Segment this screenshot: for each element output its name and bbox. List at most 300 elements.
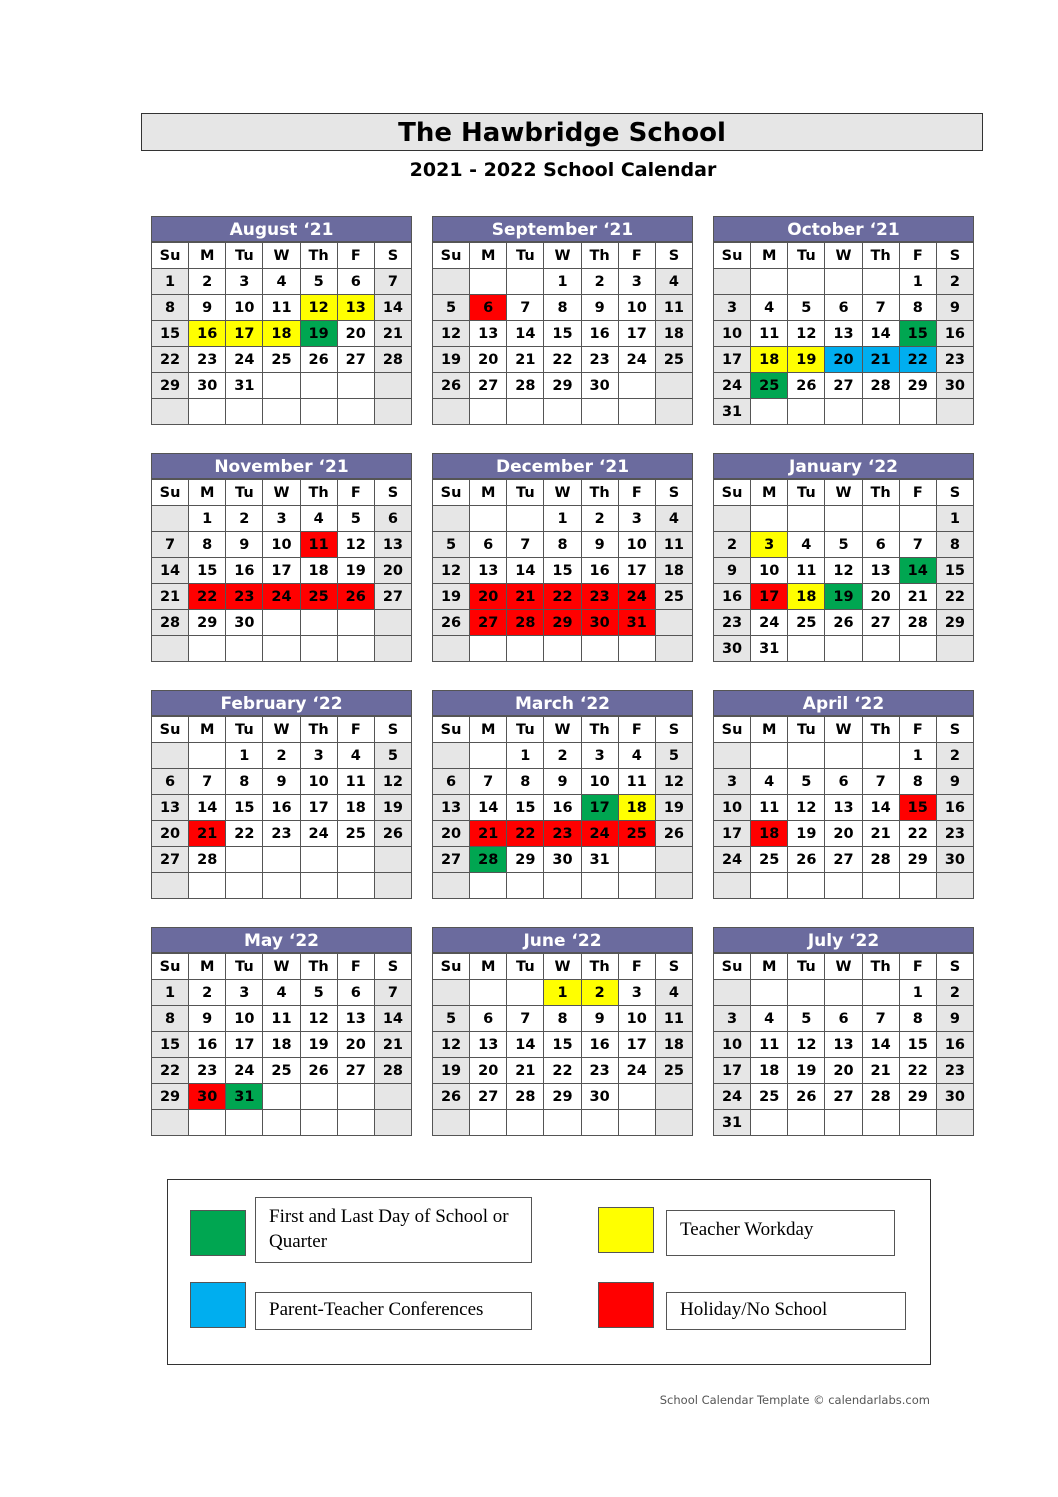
weekday-header: Th	[301, 954, 338, 980]
day-cell: 22	[544, 584, 581, 610]
day-cell: 31	[619, 610, 656, 636]
weekday-header: Tu	[226, 717, 263, 743]
empty-cell	[714, 506, 751, 532]
day-cell: 3	[714, 1006, 751, 1032]
month-header: May ‘22	[151, 927, 412, 953]
day-cell: 10	[619, 295, 656, 321]
day-cell: 27	[825, 1084, 862, 1110]
day-cell: 29	[900, 847, 937, 873]
day-cell: 8	[152, 295, 189, 321]
day-cell: 20	[470, 1058, 507, 1084]
empty-cell	[863, 636, 900, 662]
day-cell: 25	[656, 1058, 693, 1084]
day-cell: 3	[226, 980, 263, 1006]
empty-cell	[433, 1110, 470, 1136]
day-cell: 18	[751, 347, 788, 373]
day-cell: 18	[751, 821, 788, 847]
day-cell: 19	[656, 795, 693, 821]
day-cell: 5	[788, 295, 825, 321]
day-cell: 10	[263, 532, 300, 558]
month-calendar	[432, 690, 693, 899]
weekday-header: S	[656, 717, 693, 743]
day-cell: 25	[619, 821, 656, 847]
day-cell: 16	[582, 321, 619, 347]
day-cell: 24	[751, 610, 788, 636]
day-cell: 3	[226, 269, 263, 295]
empty-cell	[433, 269, 470, 295]
month-calendar	[432, 453, 693, 662]
empty-cell	[863, 506, 900, 532]
day-cell: 13	[470, 558, 507, 584]
weekday-header: S	[375, 717, 412, 743]
weekday-header: Su	[152, 480, 189, 506]
day-cell: 17	[714, 1058, 751, 1084]
empty-cell	[152, 506, 189, 532]
day-cell: 13	[338, 295, 375, 321]
day-cell: 26	[788, 373, 825, 399]
day-cell: 21	[470, 821, 507, 847]
day-cell: 29	[544, 373, 581, 399]
day-cell: 11	[619, 769, 656, 795]
day-cell: 19	[788, 821, 825, 847]
day-cell: 29	[900, 1084, 937, 1110]
day-cell: 21	[507, 584, 544, 610]
empty-cell	[619, 636, 656, 662]
day-cell: 24	[226, 1058, 263, 1084]
day-cell: 24	[619, 584, 656, 610]
month-header: July ‘22	[713, 927, 974, 953]
empty-cell	[433, 399, 470, 425]
empty-cell	[582, 399, 619, 425]
month-grid	[151, 479, 412, 662]
weekday-header: W	[263, 954, 300, 980]
day-cell: 10	[714, 1032, 751, 1058]
empty-cell	[470, 1110, 507, 1136]
day-cell: 18	[656, 1032, 693, 1058]
day-cell: 9	[263, 769, 300, 795]
weekday-header: F	[338, 480, 375, 506]
month-grid	[151, 242, 412, 425]
empty-cell	[301, 610, 338, 636]
day-cell: 25	[656, 347, 693, 373]
day-cell: 15	[544, 321, 581, 347]
day-cell: 11	[751, 795, 788, 821]
day-cell: 30	[189, 373, 226, 399]
empty-cell	[582, 636, 619, 662]
day-cell: 14	[470, 795, 507, 821]
empty-cell	[189, 743, 226, 769]
day-cell: 19	[375, 795, 412, 821]
day-cell: 8	[900, 1006, 937, 1032]
day-cell: 4	[338, 743, 375, 769]
day-cell: 7	[863, 295, 900, 321]
empty-cell	[263, 847, 300, 873]
empty-cell	[507, 980, 544, 1006]
day-cell: 20	[433, 821, 470, 847]
empty-cell	[470, 743, 507, 769]
empty-cell	[656, 873, 693, 899]
day-cell: 5	[656, 743, 693, 769]
empty-cell	[226, 873, 263, 899]
day-cell: 15	[900, 795, 937, 821]
day-cell: 1	[544, 269, 581, 295]
empty-cell	[900, 636, 937, 662]
day-cell: 26	[433, 373, 470, 399]
day-cell: 8	[507, 769, 544, 795]
day-cell: 15	[900, 1032, 937, 1058]
day-cell: 7	[375, 269, 412, 295]
day-cell: 12	[825, 558, 862, 584]
empty-cell	[900, 506, 937, 532]
day-cell: 6	[825, 769, 862, 795]
day-cell: 21	[900, 584, 937, 610]
empty-cell	[226, 399, 263, 425]
day-cell: 2	[937, 980, 974, 1006]
day-cell: 30	[544, 847, 581, 873]
weekday-header: Th	[301, 717, 338, 743]
day-cell: 25	[301, 584, 338, 610]
day-cell: 29	[900, 373, 937, 399]
day-cell: 24	[619, 347, 656, 373]
day-cell: 9	[582, 295, 619, 321]
day-cell: 21	[863, 347, 900, 373]
weekday-header: W	[263, 717, 300, 743]
day-cell: 14	[507, 321, 544, 347]
day-cell: 19	[338, 558, 375, 584]
empty-cell	[433, 980, 470, 1006]
empty-cell	[825, 399, 862, 425]
day-cell: 16	[937, 1032, 974, 1058]
empty-cell	[619, 847, 656, 873]
empty-cell	[470, 269, 507, 295]
empty-cell	[375, 847, 412, 873]
empty-cell	[619, 373, 656, 399]
weekday-header: M	[189, 954, 226, 980]
day-cell: 16	[189, 321, 226, 347]
legend-swatch-yellow	[598, 1207, 654, 1253]
empty-cell	[338, 847, 375, 873]
empty-cell	[900, 1110, 937, 1136]
day-cell: 13	[338, 1006, 375, 1032]
empty-cell	[825, 980, 862, 1006]
empty-cell	[433, 873, 470, 899]
day-cell: 1	[152, 269, 189, 295]
day-cell: 3	[619, 269, 656, 295]
weekday-header: W	[544, 954, 581, 980]
day-cell: 25	[263, 1058, 300, 1084]
day-cell: 29	[189, 610, 226, 636]
day-cell: 2	[714, 532, 751, 558]
weekday-header: Su	[152, 954, 189, 980]
weekday-header: M	[470, 480, 507, 506]
empty-cell	[375, 873, 412, 899]
day-cell: 23	[937, 821, 974, 847]
month-grid	[151, 716, 412, 899]
day-cell: 31	[226, 1084, 263, 1110]
weekday-header: S	[656, 480, 693, 506]
day-cell: 12	[301, 1006, 338, 1032]
weekday-header: F	[338, 954, 375, 980]
weekday-header: Su	[714, 243, 751, 269]
day-cell: 4	[788, 532, 825, 558]
empty-cell	[751, 506, 788, 532]
day-cell: 6	[338, 269, 375, 295]
day-cell: 21	[375, 321, 412, 347]
empty-cell	[714, 269, 751, 295]
day-cell: 21	[152, 584, 189, 610]
weekday-header: W	[544, 717, 581, 743]
day-cell: 18	[656, 321, 693, 347]
legend-swatch-red	[598, 1282, 654, 1328]
day-cell: 3	[619, 506, 656, 532]
day-cell: 2	[937, 743, 974, 769]
weekday-header: M	[189, 480, 226, 506]
day-cell: 10	[582, 769, 619, 795]
month-grid	[713, 479, 974, 662]
day-cell: 26	[301, 347, 338, 373]
month-header: September ‘21	[432, 216, 693, 242]
empty-cell	[751, 269, 788, 295]
weekday-header: W	[263, 243, 300, 269]
day-cell: 9	[582, 532, 619, 558]
empty-cell	[656, 610, 693, 636]
weekday-header: Su	[714, 954, 751, 980]
day-cell: 15	[937, 558, 974, 584]
empty-cell	[470, 506, 507, 532]
day-cell: 24	[714, 373, 751, 399]
empty-cell	[263, 873, 300, 899]
day-cell: 3	[263, 506, 300, 532]
day-cell: 6	[825, 1006, 862, 1032]
day-cell: 16	[582, 558, 619, 584]
month-calendar	[713, 927, 974, 1136]
empty-cell	[544, 1110, 581, 1136]
weekday-header: M	[470, 954, 507, 980]
day-cell: 7	[375, 980, 412, 1006]
month-calendar	[151, 453, 412, 662]
empty-cell	[751, 980, 788, 1006]
day-cell: 14	[507, 1032, 544, 1058]
weekday-header: S	[656, 954, 693, 980]
day-cell: 31	[226, 373, 263, 399]
empty-cell	[338, 873, 375, 899]
day-cell: 4	[619, 743, 656, 769]
empty-cell	[301, 399, 338, 425]
day-cell: 15	[507, 795, 544, 821]
day-cell: 5	[301, 269, 338, 295]
day-cell: 11	[263, 1006, 300, 1032]
day-cell: 11	[751, 1032, 788, 1058]
empty-cell	[619, 1110, 656, 1136]
day-cell: 16	[937, 795, 974, 821]
day-cell: 23	[189, 1058, 226, 1084]
day-cell: 3	[619, 980, 656, 1006]
day-cell: 30	[226, 610, 263, 636]
empty-cell	[189, 636, 226, 662]
weekday-header: Th	[863, 243, 900, 269]
weekday-header: F	[900, 717, 937, 743]
day-cell: 10	[714, 795, 751, 821]
weekday-header: M	[751, 717, 788, 743]
weekday-header: S	[375, 954, 412, 980]
day-cell: 24	[582, 821, 619, 847]
month-grid	[713, 953, 974, 1136]
legend-label-teacher-workday: Teacher Workday	[666, 1210, 895, 1256]
weekday-header: M	[189, 717, 226, 743]
day-cell: 3	[582, 743, 619, 769]
day-cell: 20	[470, 584, 507, 610]
month-calendar	[713, 690, 974, 899]
day-cell: 12	[301, 295, 338, 321]
empty-cell	[900, 873, 937, 899]
empty-cell	[656, 399, 693, 425]
day-cell: 14	[863, 795, 900, 821]
empty-cell	[301, 847, 338, 873]
day-cell: 30	[937, 373, 974, 399]
day-cell: 1	[900, 269, 937, 295]
day-cell: 28	[863, 373, 900, 399]
day-cell: 1	[544, 980, 581, 1006]
day-cell: 6	[433, 769, 470, 795]
day-cell: 7	[470, 769, 507, 795]
weekday-header: W	[825, 717, 862, 743]
day-cell: 17	[619, 321, 656, 347]
weekday-header: S	[937, 954, 974, 980]
day-cell: 4	[751, 769, 788, 795]
empty-cell	[582, 1110, 619, 1136]
day-cell: 14	[863, 1032, 900, 1058]
day-cell: 30	[189, 1084, 226, 1110]
day-cell: 16	[582, 1032, 619, 1058]
day-cell: 18	[656, 558, 693, 584]
day-cell: 8	[937, 532, 974, 558]
weekday-header: F	[338, 243, 375, 269]
day-cell: 29	[152, 373, 189, 399]
day-cell: 29	[544, 610, 581, 636]
day-cell: 12	[433, 558, 470, 584]
footer-credit: School Calendar Template © calendarlabs.com	[659, 1393, 930, 1407]
empty-cell	[152, 636, 189, 662]
day-cell: 22	[189, 584, 226, 610]
day-cell: 26	[788, 847, 825, 873]
school-title: The Hawbridge School	[141, 113, 983, 151]
weekday-header: S	[656, 243, 693, 269]
day-cell: 9	[544, 769, 581, 795]
day-cell: 20	[863, 584, 900, 610]
empty-cell	[656, 1084, 693, 1110]
day-cell: 28	[900, 610, 937, 636]
empty-cell	[788, 743, 825, 769]
day-cell: 18	[263, 321, 300, 347]
day-cell: 10	[619, 1006, 656, 1032]
day-cell: 12	[338, 532, 375, 558]
day-cell: 17	[582, 795, 619, 821]
day-cell: 24	[619, 1058, 656, 1084]
weekday-header: F	[900, 243, 937, 269]
day-cell: 3	[751, 532, 788, 558]
day-cell: 28	[507, 373, 544, 399]
empty-cell	[301, 873, 338, 899]
empty-cell	[544, 873, 581, 899]
day-cell: 23	[582, 347, 619, 373]
day-cell: 21	[507, 1058, 544, 1084]
day-cell: 14	[375, 1006, 412, 1032]
day-cell: 28	[507, 1084, 544, 1110]
day-cell: 25	[788, 610, 825, 636]
day-cell: 20	[152, 821, 189, 847]
day-cell: 28	[863, 847, 900, 873]
day-cell: 9	[189, 1006, 226, 1032]
weekday-header: Th	[863, 954, 900, 980]
day-cell: 31	[714, 399, 751, 425]
day-cell: 3	[301, 743, 338, 769]
day-cell: 22	[152, 347, 189, 373]
day-cell: 13	[825, 1032, 862, 1058]
day-cell: 6	[470, 295, 507, 321]
day-cell: 23	[582, 1058, 619, 1084]
day-cell: 18	[263, 1032, 300, 1058]
day-cell: 23	[263, 821, 300, 847]
weekday-header: W	[544, 480, 581, 506]
empty-cell	[263, 373, 300, 399]
empty-cell	[338, 636, 375, 662]
empty-cell	[656, 373, 693, 399]
day-cell: 27	[863, 610, 900, 636]
day-cell: 22	[900, 821, 937, 847]
month-grid	[432, 242, 693, 425]
month-calendar	[151, 690, 412, 899]
empty-cell	[825, 873, 862, 899]
day-cell: 26	[301, 1058, 338, 1084]
day-cell: 7	[507, 532, 544, 558]
weekday-header: Th	[582, 954, 619, 980]
day-cell: 2	[189, 980, 226, 1006]
day-cell: 4	[656, 269, 693, 295]
day-cell: 28	[470, 847, 507, 873]
empty-cell	[825, 1110, 862, 1136]
empty-cell	[788, 980, 825, 1006]
day-cell: 24	[714, 1084, 751, 1110]
day-cell: 13	[470, 1032, 507, 1058]
day-cell: 5	[433, 295, 470, 321]
day-cell: 27	[470, 610, 507, 636]
day-cell: 14	[375, 295, 412, 321]
day-cell: 12	[656, 769, 693, 795]
empty-cell	[338, 1110, 375, 1136]
day-cell: 27	[433, 847, 470, 873]
day-cell: 10	[619, 532, 656, 558]
day-cell: 19	[788, 347, 825, 373]
day-cell: 5	[375, 743, 412, 769]
day-cell: 7	[152, 532, 189, 558]
day-cell: 26	[433, 610, 470, 636]
weekday-header: Tu	[788, 717, 825, 743]
day-cell: 23	[714, 610, 751, 636]
day-cell: 16	[544, 795, 581, 821]
empty-cell	[301, 1110, 338, 1136]
day-cell: 24	[301, 821, 338, 847]
day-cell: 27	[375, 584, 412, 610]
day-cell: 23	[582, 584, 619, 610]
day-cell: 6	[470, 532, 507, 558]
day-cell: 12	[788, 795, 825, 821]
day-cell: 11	[751, 321, 788, 347]
month-grid	[151, 953, 412, 1136]
empty-cell	[714, 743, 751, 769]
empty-cell	[900, 399, 937, 425]
empty-cell	[507, 399, 544, 425]
day-cell: 19	[433, 347, 470, 373]
